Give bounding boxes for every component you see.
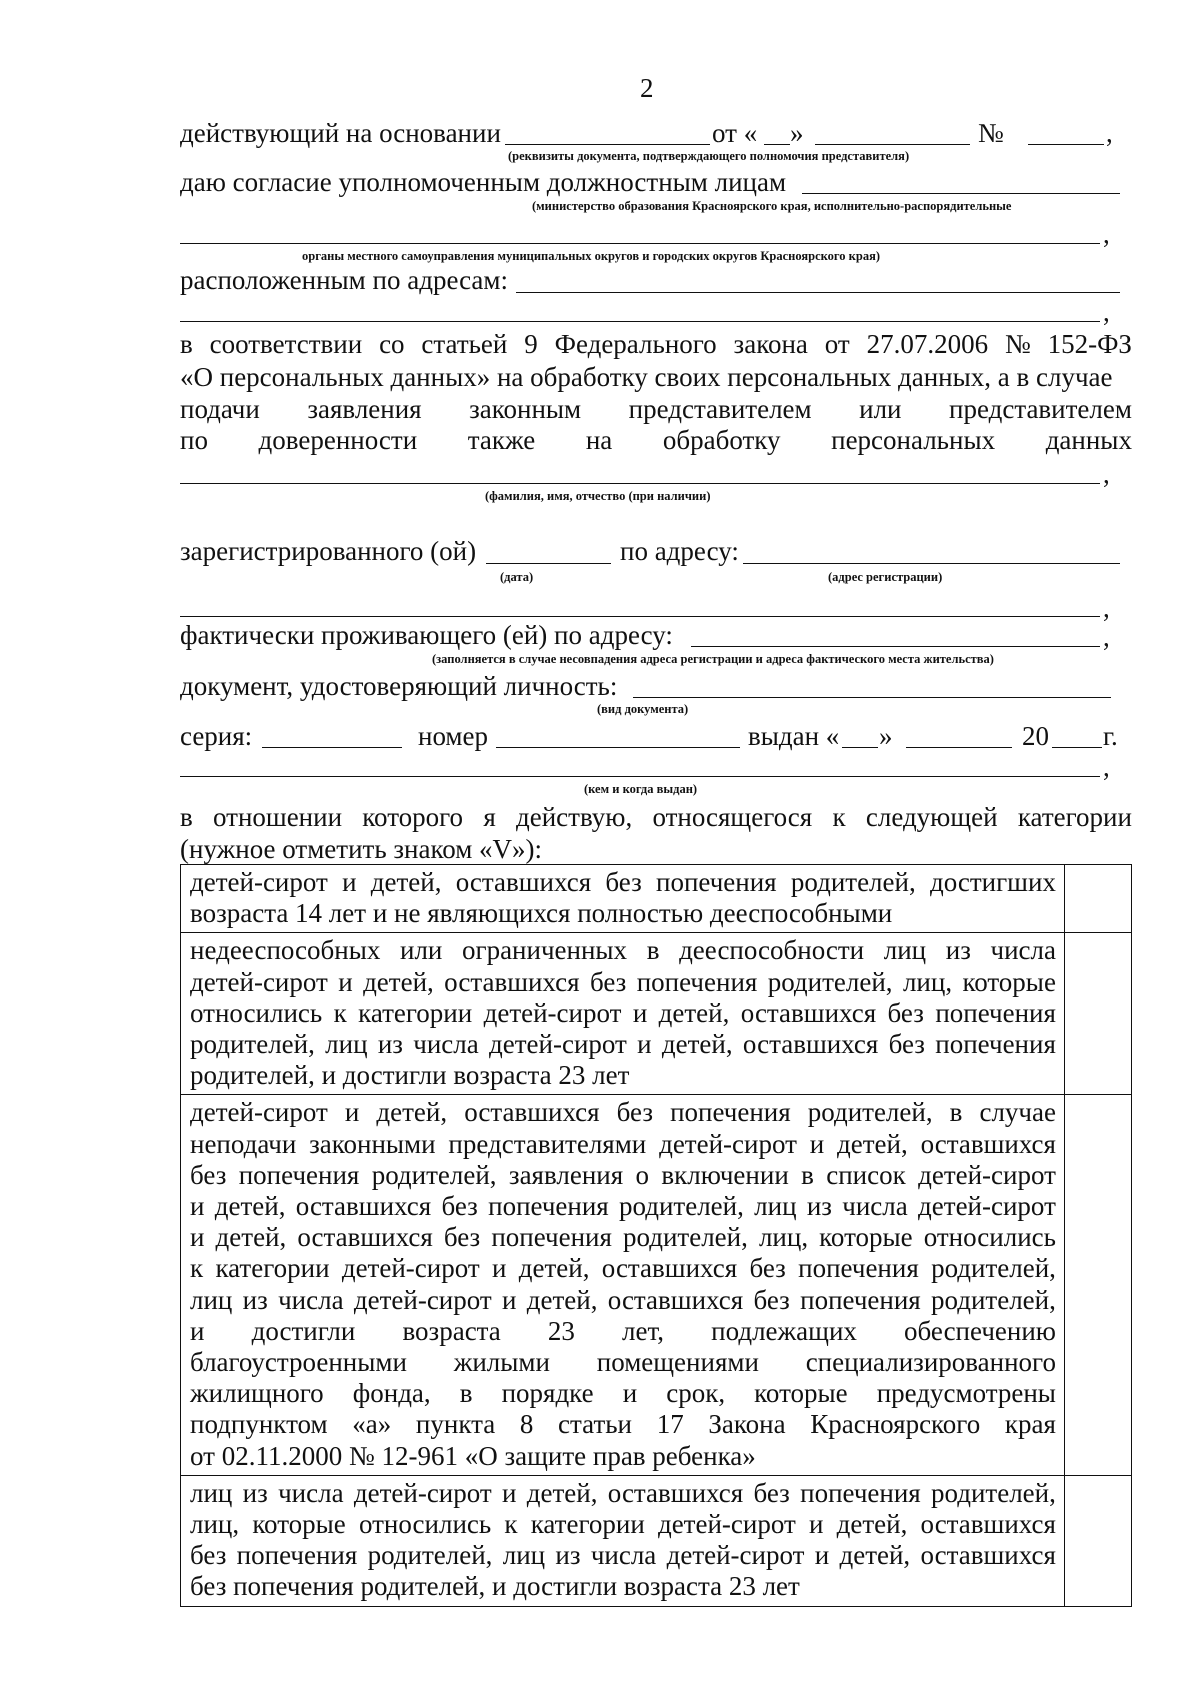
actual-address-field[interactable] xyxy=(691,646,1100,647)
year-suffix: г. xyxy=(1103,721,1118,751)
basis-day-field[interactable] xyxy=(764,144,790,145)
category-text: детей-сирот и детей, оставшихся без попечения родителей, достигших возраста 14 лет и не являющихся полностью дееспособными xyxy=(181,865,1065,933)
line1-comma: , xyxy=(1106,118,1113,148)
local-authorities-caption: органы местного самоуправления муниципальных округов и городских округов Красноярского края) xyxy=(302,249,880,263)
registration-comma: , xyxy=(1103,593,1110,623)
basis-number-field[interactable] xyxy=(1028,144,1104,145)
registration-address-caption: (адрес регистрации) xyxy=(828,570,943,584)
issued-by-field[interactable] xyxy=(180,776,1100,777)
issued-month-field[interactable] xyxy=(906,747,1012,748)
page-number: 2 xyxy=(640,73,654,103)
registered-label: зарегистрированного (ой) xyxy=(180,536,477,566)
consent-line-1: в соответствии со статьей 9 Федерального закона от 27.07.2006 № 152-ФЗ xyxy=(180,329,1132,359)
basis-document-field[interactable] xyxy=(505,144,710,145)
document-number-field[interactable] xyxy=(496,747,740,748)
number-label: номер xyxy=(418,721,489,751)
registration-address-field-continued[interactable] xyxy=(180,616,1100,617)
line4-comma: , xyxy=(1103,297,1110,327)
from-label: от « xyxy=(712,118,758,148)
issued-by-caption: (кем и когда выдан) xyxy=(584,782,698,796)
number-sign: № xyxy=(978,118,1004,148)
category-checkbox[interactable] xyxy=(1065,933,1132,1095)
category-row xyxy=(181,865,1132,933)
line3-comma: , xyxy=(1103,219,1110,249)
category-text: лиц из числа детей-сирот и детей, оставшихся без попечения родителей, лиц, которые относились к категории детей-сирот и детей, оставшихся без попечения родителей, лиц из числа детей-сирот и детей, оставшихся без попечения родителей, и достигли возраста 23 лет xyxy=(181,1475,1065,1606)
category-checkbox[interactable] xyxy=(1065,1475,1132,1606)
full-name-caption: (фамилия, имя, отчество (при наличии) xyxy=(485,489,711,503)
category-text: недееспособных или ограниченных в дееспособности лиц из числа детей-сирот и детей, оставшихся без попечения родителей, лиц, которые относились к категории детей-сирот и детей, оставшихся без попечения родителей, лиц из числа детей-сирот и детей, оставшихся без попечения родителей, и достигли возраста 23 лет xyxy=(181,933,1065,1095)
actual-address-caption: (заполняется в случае несовпадения адреса регистрации и адреса фактического места жительства) xyxy=(432,652,994,666)
from-quote-close: » xyxy=(790,118,804,148)
category-row xyxy=(181,1475,1132,1606)
category-intro-line-1: в отношении которого я действую, относящегося к следующей категории xyxy=(180,802,1132,832)
issued-quote-close: » xyxy=(879,721,893,751)
consent-to-officials-label: даю согласие уполномоченным должностным лицам xyxy=(180,167,787,197)
by-address-label: по адресу: xyxy=(620,536,739,566)
category-row xyxy=(181,933,1132,1095)
actual-address-comma: , xyxy=(1103,622,1110,652)
category-checkbox[interactable] xyxy=(1065,865,1132,933)
full-name-comma: , xyxy=(1103,459,1110,489)
basis-document-caption: (реквизиты документа, подтверждающего полномочия представителя) xyxy=(508,149,910,163)
consent-line-4: по доверенности также на обработку персональных данных xyxy=(180,425,1132,455)
identity-document-label: документ, удостоверяющий личность: xyxy=(180,671,618,701)
registration-address-field[interactable] xyxy=(743,563,1120,564)
addresses-field-continued[interactable] xyxy=(180,321,1100,322)
basis-month-field[interactable] xyxy=(815,144,970,145)
issued-by-comma: , xyxy=(1103,752,1110,782)
addresses-field[interactable] xyxy=(516,292,1120,293)
officials-field[interactable] xyxy=(802,193,1120,194)
acting-basis-label: действующий на основании xyxy=(180,118,501,148)
issued-day-field[interactable] xyxy=(842,747,878,748)
identity-document-type-field[interactable] xyxy=(633,697,1111,698)
actual-residence-label: фактически проживающего (ей) по адресу: xyxy=(180,620,673,650)
category-checkbox[interactable] xyxy=(1065,1095,1132,1475)
category-text: детей-сирот и детей, оставшихся без попечения родителей, в случае неподачи законными представителями детей-сирот и детей, оставшихся без попечения родителей, заявления о включении в список детей-сирот и детей, оставшихся без попечения родителей, лиц из числа детей-сирот и детей, оставшихся без попечения родителей, лиц, которые относились к категории детей-сирот и детей, оставшихся без попечения родителей, лиц из числа детей-сирот и детей, оставшихся без попечения родителей, и достигли возраста 23 лет, подлежащих обеспечению благоустроенными жилыми помещениями специализированного жилищного фонда, в порядке и срок, которые предусмотрены подпунктом «а» пункта 8 статьи 17 Закона Красноярского края от 02.11.2000 № 12-961 «О защите прав ребенка» xyxy=(181,1095,1065,1475)
year-prefix: 20 xyxy=(1022,721,1049,751)
registration-date-field[interactable] xyxy=(486,563,611,564)
located-at-label: расположенным по адресам: xyxy=(180,265,508,295)
series-label: серия: xyxy=(180,721,253,751)
registration-date-caption: (дата) xyxy=(500,570,534,584)
issued-year-field[interactable] xyxy=(1052,747,1102,748)
identity-document-caption: (вид документа) xyxy=(597,702,689,716)
officials-caption: (министерство образования Красноярского края, исполнительно-распорядительные xyxy=(532,199,1012,213)
consent-line-3: подачи заявления законным представителем или представителем xyxy=(180,394,1132,424)
officials-field-continued[interactable] xyxy=(180,243,1100,244)
category-table xyxy=(180,864,1132,1607)
issued-label: выдан « xyxy=(748,721,840,751)
full-name-field[interactable] xyxy=(180,483,1100,484)
category-row xyxy=(181,1095,1132,1475)
series-field[interactable] xyxy=(262,747,402,748)
consent-line-2: «О персональных данных» на обработку своих персональных данных, а в случае xyxy=(180,362,1113,392)
category-intro-line-2: (нужное отметить знаком «V»): xyxy=(180,834,543,864)
